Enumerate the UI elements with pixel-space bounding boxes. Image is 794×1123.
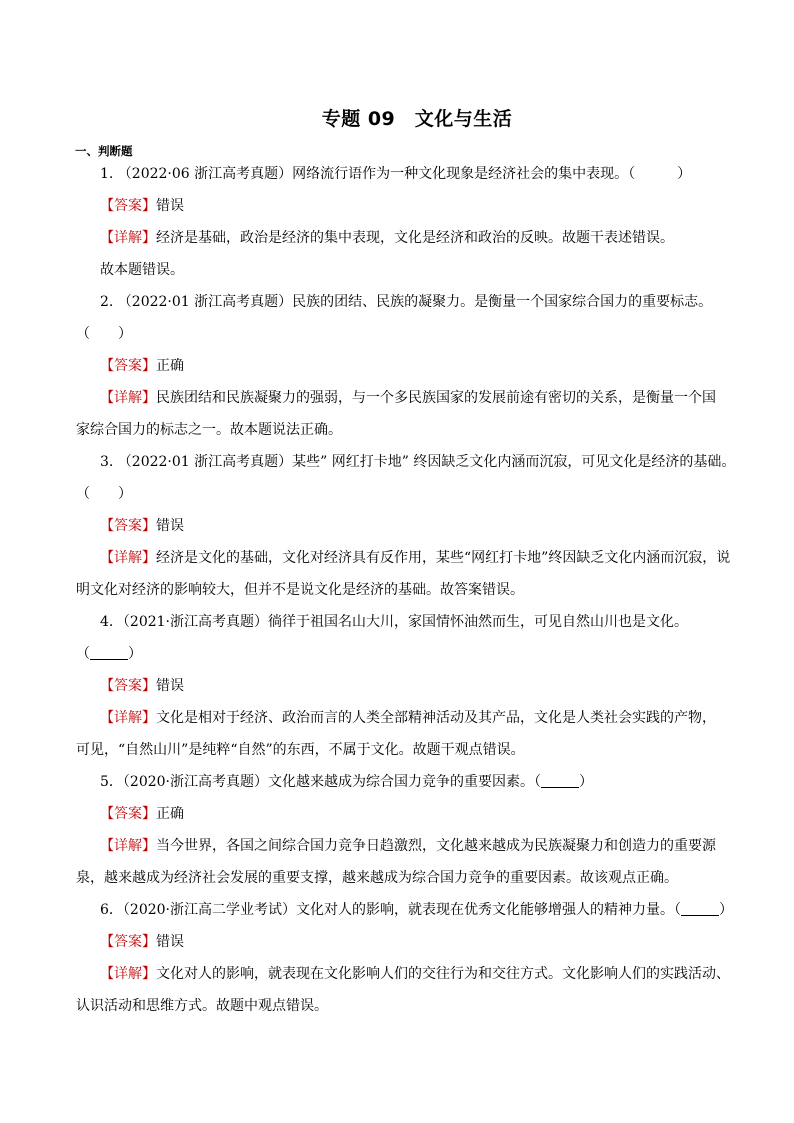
detail-4-cont: 可见，“自然山川”是纯粹“自然”的东西，不属于文化。故题干观点错误。: [76, 742, 525, 758]
answer-value: 正确: [156, 358, 184, 374]
detail-4: [100, 711, 716, 725]
answer-blank: [90, 647, 128, 660]
detail-text: 文化对人的影响，就表现在文化影响人们的交往行为和交往方式。文化影响人们的实践活动、: [156, 966, 730, 982]
detail-tag: 【详解】: [100, 966, 156, 982]
question-2: 2. （2022·01 浙江高考真题）民族的团结、民族的凝聚力。是衡量一个国家综合国力的重要标志。: [100, 294, 713, 310]
detail-text: 经济是文化的基础，文化对经济具有反作用，某些“网红打卡地”终因缺乏文化内涵而沉寂，说: [156, 550, 731, 566]
detail-2-cont: 家综合国力的标志之一。故本题说法正确。: [76, 422, 342, 438]
detail-text: 民族团结和民族凝聚力的强弱，与一个多民族国家的发展前途有密切的关系，是衡量一个国: [156, 390, 716, 406]
detail-1: [100, 231, 674, 245]
question-1: 1. （2022·06 浙江高考真题）网络流行语作为一种文化现象是经济社会的集中表现。（ ）: [100, 166, 692, 182]
question-6: [100, 903, 733, 917]
bracket-close: ）: [128, 646, 142, 662]
answer-tag: 【答案】: [100, 518, 156, 534]
answer-1: [100, 199, 184, 213]
answer-value: 错误: [156, 934, 184, 950]
answer-tag: 【答案】: [100, 678, 156, 694]
detail-2: [100, 391, 716, 405]
bracket-close: ）: [718, 902, 733, 918]
detail-text: 经济是基础，政治是经济的集中表现，文化是经济和政治的反映。故题干表述错误。: [156, 230, 674, 246]
question-4-bracket: [76, 647, 142, 661]
detail-tag: 【详解】: [100, 710, 156, 726]
answer-tag: 【答案】: [100, 198, 156, 214]
detail-6: [100, 967, 730, 981]
question-5: [100, 775, 593, 789]
section-heading: 一、判断题: [75, 144, 133, 158]
detail-text: 当今世界，各国之间综合国力竞争日趋激烈，文化越来越成为民族凝聚力和创造力的重要源: [156, 838, 716, 854]
answer-2: [100, 359, 184, 373]
answer-value: 正确: [156, 806, 184, 822]
detail-5: [100, 839, 716, 853]
detail-tag: 【详解】: [100, 390, 156, 406]
page-title: 专题 09 文化与生活: [321, 108, 513, 130]
answer-4: [100, 679, 184, 693]
detail-1-cont: 故本题错误。: [100, 262, 184, 278]
answer-blank: [541, 775, 579, 788]
detail-3-cont: 明文化对经济的影响较大，但并不是说文化是经济的基础。故答案错误。: [76, 582, 524, 598]
detail-text: 文化是相对于经济、政治而言的人类全部精神活动及其产品，文化是人类社会实践的产物，: [156, 710, 716, 726]
detail-tag: 【详解】: [100, 550, 156, 566]
answer-6: [100, 935, 184, 949]
answer-tag: 【答案】: [100, 934, 156, 950]
detail-tag: 【详解】: [100, 230, 156, 246]
answer-3: [100, 519, 184, 533]
bracket-close: ）: [579, 774, 593, 790]
detail-tag: 【详解】: [100, 838, 156, 854]
question-2-bracket: （ ）: [76, 326, 132, 342]
question-3-bracket: （ ）: [76, 486, 132, 502]
question-4: 4．（2021·浙江高考真题）徜徉于祖国名山大川，家国情怀油然而生，可见自然山川也是文化。: [100, 614, 688, 630]
answer-blank: [681, 903, 719, 916]
answer-tag: 【答案】: [100, 806, 156, 822]
question-text: 6．（2020·浙江高二学业考试）文化对人的影响，就表现在优秀文化能够增强人的精神力量。（: [100, 902, 681, 918]
question-3: 3. （2022·01 浙江高考真题）某些” 网红打卡地” 终因缺乏文化内涵而沉寂，可见文化是经济的基础。: [100, 454, 736, 470]
question-text: 5．（2020·浙江高考真题）文化越来越成为综合国力竞争的重要因素。（: [100, 774, 541, 790]
answer-value: 错误: [156, 198, 184, 214]
detail-5-cont: 泉，越来越成为经济社会发展的重要支撑，越来越成为综合国力竞争的重要因素。故该观点正确。: [76, 870, 678, 886]
answer-value: 错误: [156, 518, 184, 534]
answer-tag: 【答案】: [100, 358, 156, 374]
bracket-open: （: [76, 646, 90, 662]
detail-3: [100, 551, 730, 565]
answer-value: 错误: [156, 678, 184, 694]
answer-5: [100, 807, 184, 821]
detail-6-cont: 认识活动和思维方式。故题中观点错误。: [76, 998, 328, 1014]
